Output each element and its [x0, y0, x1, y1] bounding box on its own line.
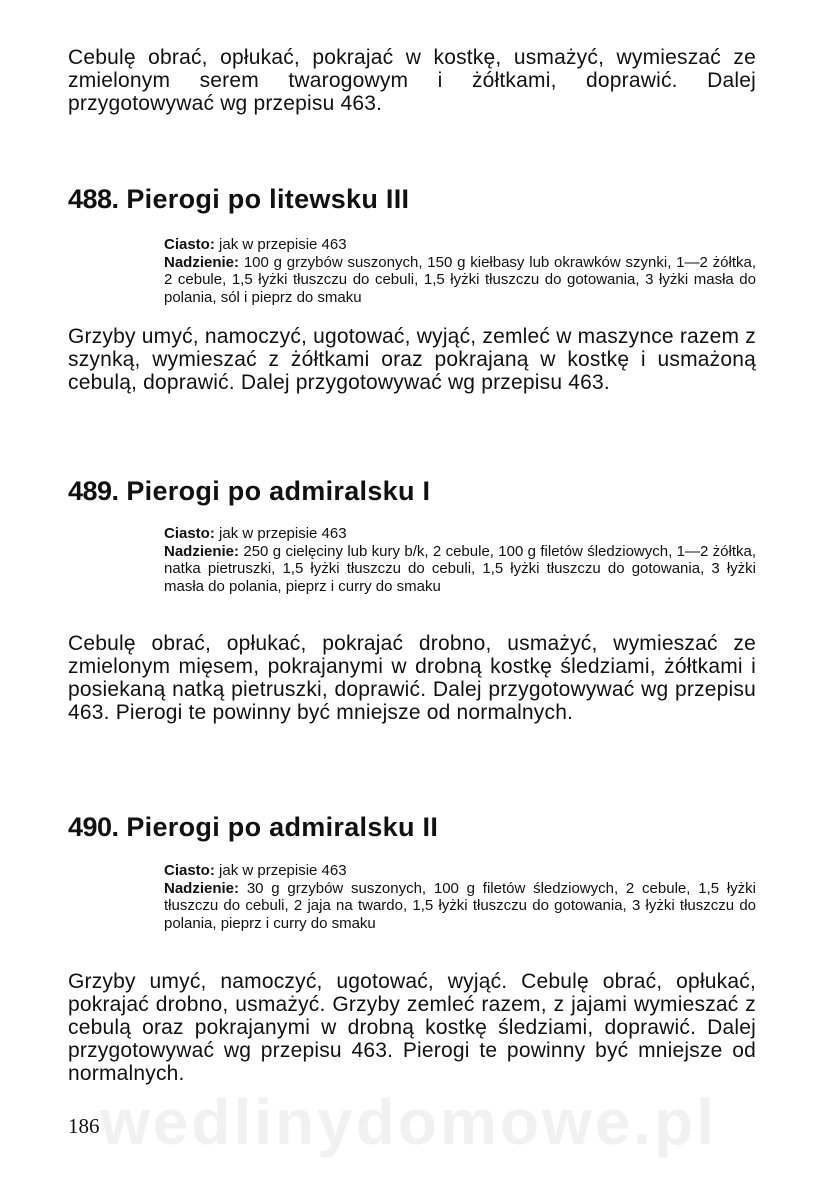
recipe-488-dough-label: Ciasto: — [164, 236, 215, 253]
recipe-488-heading — [68, 184, 409, 215]
recipe-490-dough: jak w przepisie 463 — [219, 862, 347, 879]
page-number: 186 — [68, 1114, 100, 1138]
recipe-488-dough: jak w przepisie 463 — [219, 236, 347, 253]
recipe-488-instructions: Grzyby umyć, namoczyć, ugotować, wyjąć, zemleć w maszynce razem z szynką, wymieszać z żółtkami oraz pokrajaną w kostkę i usmażoną cebulą, doprawić. Dalej przygotowywać wg przepisu 463. — [68, 325, 756, 394]
recipe-490-dough-label: Ciasto: — [164, 862, 215, 879]
recipe-490-title: Pierogi po admiralsku II — [126, 812, 439, 842]
recipe-488-title: Pierogi po litewsku III — [126, 184, 410, 214]
recipe-489-dough: jak w przepisie 463 — [219, 525, 347, 542]
recipe-490-filling: 30 g grzybów suszonych, 100 g filetów śledziowych, 2 cebule, 1,5 łyżki tłuszczu do cebuli, 2 jaja na twardo, 1,5 łyżki tłuszczu do gotowania, 3 łyżki tłuszczu do polania, pieprz i curry do smaku — [164, 879, 756, 932]
recipe-490-filling-label: Nadzienie: — [164, 879, 240, 897]
recipe-488-filling-label: Nadzienie: — [164, 253, 240, 271]
recipe-489-dough-label: Ciasto: — [164, 525, 215, 542]
recipe-489-instructions: Cebulę obrać, opłukać, pokrajać drobno, usmażyć, wymieszać ze zmielonym mięsem, pokrajanymi w drobną kostkę śledziami, żółtkami i posiekaną natką pietruszki, doprawić. Dalej przygotowywać wg przepisu 463. Pierogi te powinny być mniejsze od normalnych. — [68, 632, 756, 724]
recipe-490-number: 490. — [68, 812, 119, 842]
recipe-489-filling-label: Nadzienie: — [164, 542, 240, 560]
recipe-490-instructions: Grzyby umyć, namoczyć, ugotować, wyjąć. Cebulę obrać, opłukać, pokrajać drobno, usmażyć. Grzyby zemleć razem, z jajami wymieszać z cebulą oraz pokrajanymi w drobną kostkę śledziami, doprawić. Dalej przygotowywać wg przepisu 463. Pierogi te powinny być mniejsze od normalnych. — [68, 970, 756, 1085]
recipe-488-filling: 100 g grzybów suszonych, 150 g kiełbasy lub okrawków szynki, 1—2 żółtka, 2 cebule, 1,5 łyżki tłuszczu do cebuli, 1,5 łyżki tłuszczu do gotowania, 3 łyżki masła do polania, sól i pieprz do smaku — [164, 253, 757, 306]
recipe-489-ingredients — [164, 525, 756, 595]
recipe-488-number: 488. — [68, 184, 119, 214]
recipe-490-heading — [68, 812, 438, 843]
recipe-489-filling: 250 g cielęciny lub kury b/k, 2 cebule, 100 g filetów śledziowych, 1—2 żółtka, natka pietruszki, 1,5 łyżki tłuszczu do cebuli, 1,5 łyżki tłuszczu do gotowania, 3 łyżki masła do polania, pieprz i curry do smaku — [164, 542, 756, 595]
recipe-489-heading — [68, 476, 430, 507]
recipe-489-number: 489. — [68, 476, 119, 506]
recipe-488-ingredients — [164, 236, 756, 306]
recipe-489-title: Pierogi po admiralsku I — [126, 476, 431, 506]
recipe-490-ingredients — [164, 862, 756, 932]
intro-paragraph: Cebulę obrać, opłukać, pokrajać w kostkę, usmażyć, wymieszać ze zmielonym serem twarogowym i żółtkami, doprawić. Dalej przygotowywać wg przepisu 463. — [68, 46, 756, 115]
watermark: wedlinydomowe.pl — [100, 1086, 717, 1158]
